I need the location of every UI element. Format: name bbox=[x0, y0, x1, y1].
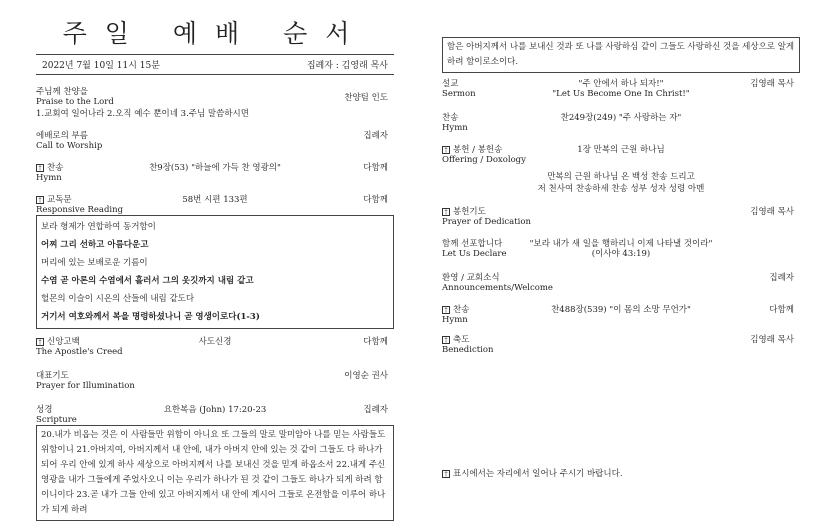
scripture-continued-text: 함은 아버지께서 나를 보내신 것과 또 나를 사랑하심 같이 그들도 사랑하신 것을 세상으로 알게 하려 함이로소이다. bbox=[447, 42, 795, 67]
reading-line: 어찌 그리 선하고 아름다운고 bbox=[41, 240, 149, 250]
item-leader: 이영순 권사 bbox=[344, 371, 388, 381]
item-detail: 58번 시편 133편 bbox=[182, 195, 248, 205]
stand-icon: † bbox=[442, 336, 450, 344]
order-item-call-to-worship bbox=[36, 131, 394, 151]
officiant: 집례자 : 김영래 목사 bbox=[306, 61, 388, 71]
item-korean: 환영 / 교회소식 bbox=[442, 273, 500, 283]
item-detail: 1장 만복의 근원 하나님 bbox=[577, 145, 665, 155]
item-detail: 찬9장(53) "하늘에 가득 찬 영광의" bbox=[149, 163, 281, 173]
item-korean: 찬송 bbox=[47, 163, 64, 173]
item-korean: 신앙고백 bbox=[47, 337, 80, 347]
item-english: The Apostle's Creed bbox=[36, 347, 123, 357]
left-column bbox=[36, 0, 394, 521]
item-english: Prayer for Illumination bbox=[36, 381, 135, 391]
item-english: Announcements/Welcome bbox=[442, 283, 553, 293]
stand-icon: † bbox=[442, 208, 450, 216]
reading-line: 거기서 여호와께서 복을 명령하셨나니 곧 영생이로다(1-3) bbox=[41, 312, 260, 322]
item-detail: 찬249장(249) "주 사랑하는 자" bbox=[560, 113, 682, 123]
item-korean: 대표기도 bbox=[36, 371, 69, 381]
right-column bbox=[442, 0, 800, 355]
stand-icon: † bbox=[36, 338, 44, 346]
sermon-title-en: "Let Us Become One In Christ!" bbox=[552, 89, 690, 99]
order-item-responsive-reading bbox=[36, 195, 394, 215]
order-item-declare bbox=[442, 239, 800, 259]
scripture-text: 20.내가 비옵는 것은 이 사람들만 위함이 아니요 또 그들의 말로 말미암아 나를 믿는 사람들도 위함이니 21.아버지여, 아버지께서 내 안에, 내가 아버지 안에 있는 것 같이 그들도 다 하나가 되어 우리 안에 있게 하사 세상으로 아버지께서 나를 보내신 것을 믿게 하옵소서 22.내게 주신 영광을 내가 그들에게 주었사오니 이는 우리가 하나가 된 것 같이 그들도 하나가 되게 하려 함이니이다 23.곧 내가 그들 안에 있고 아버지께서 내 안에 계시어 그들로 온전함을 이루어 하나가 되게 하려 bbox=[41, 430, 386, 515]
item-english: Call to Worship bbox=[36, 141, 103, 151]
item-korean: 봉헌 / 봉헌송 bbox=[453, 145, 503, 155]
stand-icon: † bbox=[442, 306, 450, 314]
order-item-announcements bbox=[442, 273, 800, 293]
item-leader: 김영래 목사 bbox=[750, 207, 794, 217]
item-leader: 김영래 목사 bbox=[750, 335, 794, 345]
footnote-text: 표시에서는 자리에서 일어나 주시기 바랍니다. bbox=[453, 469, 623, 479]
doxology-line: 만복의 근원 하나님 온 백성 찬송 드리고 bbox=[547, 172, 695, 182]
order-item-sermon bbox=[442, 79, 800, 99]
scripture-continued-box bbox=[442, 37, 800, 73]
order-item-hymn-3 bbox=[442, 305, 800, 325]
item-leader: 집례자 bbox=[769, 273, 794, 283]
item-korean: 성경 bbox=[36, 405, 53, 415]
doxology-lyrics bbox=[442, 171, 800, 195]
stand-footnote bbox=[442, 467, 623, 479]
date-line bbox=[36, 54, 394, 75]
order-item-hymn-2 bbox=[442, 113, 800, 133]
item-english: Praise to the Lord bbox=[36, 97, 114, 107]
item-english: Hymn bbox=[442, 123, 468, 133]
item-korean: 에배로의 부름 bbox=[36, 131, 88, 141]
item-leader: 다함께 bbox=[363, 195, 388, 205]
item-english: Scripture bbox=[36, 415, 77, 425]
order-item-praise bbox=[36, 87, 394, 107]
item-korean: 봉헌기도 bbox=[453, 207, 486, 217]
reading-line: 수염 곧 아론의 수염에서 흘러서 그의 옷깃까지 내림 같고 bbox=[41, 276, 254, 286]
item-leader: 집례자 bbox=[363, 131, 388, 141]
item-leader: 다함께 bbox=[363, 163, 388, 173]
item-korean: 찬송 bbox=[442, 113, 459, 123]
reading-line: 머리에 있는 보배로운 기름이 bbox=[41, 258, 148, 268]
responsive-reading-box bbox=[36, 215, 394, 329]
item-english: Hymn bbox=[442, 315, 468, 325]
stand-icon: † bbox=[36, 196, 44, 204]
item-detail: 요한복음 (John) 17:20-23 bbox=[163, 405, 267, 415]
order-item-hymn bbox=[36, 163, 394, 183]
order-item-scripture bbox=[36, 405, 394, 425]
doxology-line: 저 천사여 찬송하세 찬송 성부 성자 성령 아멘 bbox=[537, 184, 705, 194]
item-english: Sermon bbox=[442, 89, 476, 99]
sermon-title-ko: "주 안에서 하나 되자!" bbox=[578, 79, 664, 89]
stand-icon: † bbox=[442, 470, 450, 478]
stand-icon: † bbox=[36, 164, 44, 172]
item-english: Offering / Doxology bbox=[442, 155, 526, 165]
item-korean: 함께 선포합니다 bbox=[442, 239, 503, 249]
reading-line: 보라 형제가 연합하여 동거함이 bbox=[41, 222, 156, 232]
item-korean: 설교 bbox=[442, 79, 459, 89]
stand-icon: † bbox=[442, 146, 450, 154]
item-english: Let Us Declare bbox=[442, 249, 507, 259]
item-korean: 교독문 bbox=[47, 195, 72, 205]
item-english: Hymn bbox=[36, 173, 62, 183]
service-date: 2022년 7월 10일 11시 15분 bbox=[42, 61, 160, 71]
item-leader: 집례자 bbox=[363, 405, 388, 415]
item-english: Benediction bbox=[442, 345, 494, 355]
order-item-creed bbox=[36, 337, 394, 357]
item-english: Prayer of Dedication bbox=[442, 217, 531, 227]
order-item-prayer bbox=[36, 371, 394, 391]
item-detail: 찬488장(539) "이 몸의 소망 무언가" bbox=[551, 305, 691, 315]
declaration-reference: (이사야 43:19) bbox=[591, 249, 651, 259]
order-item-offering bbox=[442, 145, 800, 165]
order-item-dedication bbox=[442, 207, 800, 227]
item-korean: 축도 bbox=[453, 335, 470, 345]
page-title: 주일 예배 순서 bbox=[62, 19, 368, 48]
item-leader: 찬양팀 인도 bbox=[344, 93, 388, 103]
item-korean: 찬송 bbox=[453, 305, 470, 315]
order-item-benediction bbox=[442, 335, 800, 355]
reading-line: 헐몬의 이슬이 시온의 산들에 내림 같도다 bbox=[41, 294, 195, 304]
item-detail: 사도신경 bbox=[198, 337, 232, 347]
praise-song-list: 1.교회여 일어나라 2.오직 예수 뿐이네 3.주님 말씀하시면 bbox=[36, 109, 249, 119]
item-leader: 다함께 bbox=[769, 305, 794, 315]
item-leader: 다함께 bbox=[363, 337, 388, 347]
declaration-text: "보라 내가 새 일을 행하리니 이제 나타낼 것이라" bbox=[529, 239, 713, 249]
item-english: Responsive Reading bbox=[36, 205, 124, 215]
item-korean: 주님께 찬양을 bbox=[36, 87, 88, 97]
item-leader: 김영래 목사 bbox=[750, 79, 794, 89]
